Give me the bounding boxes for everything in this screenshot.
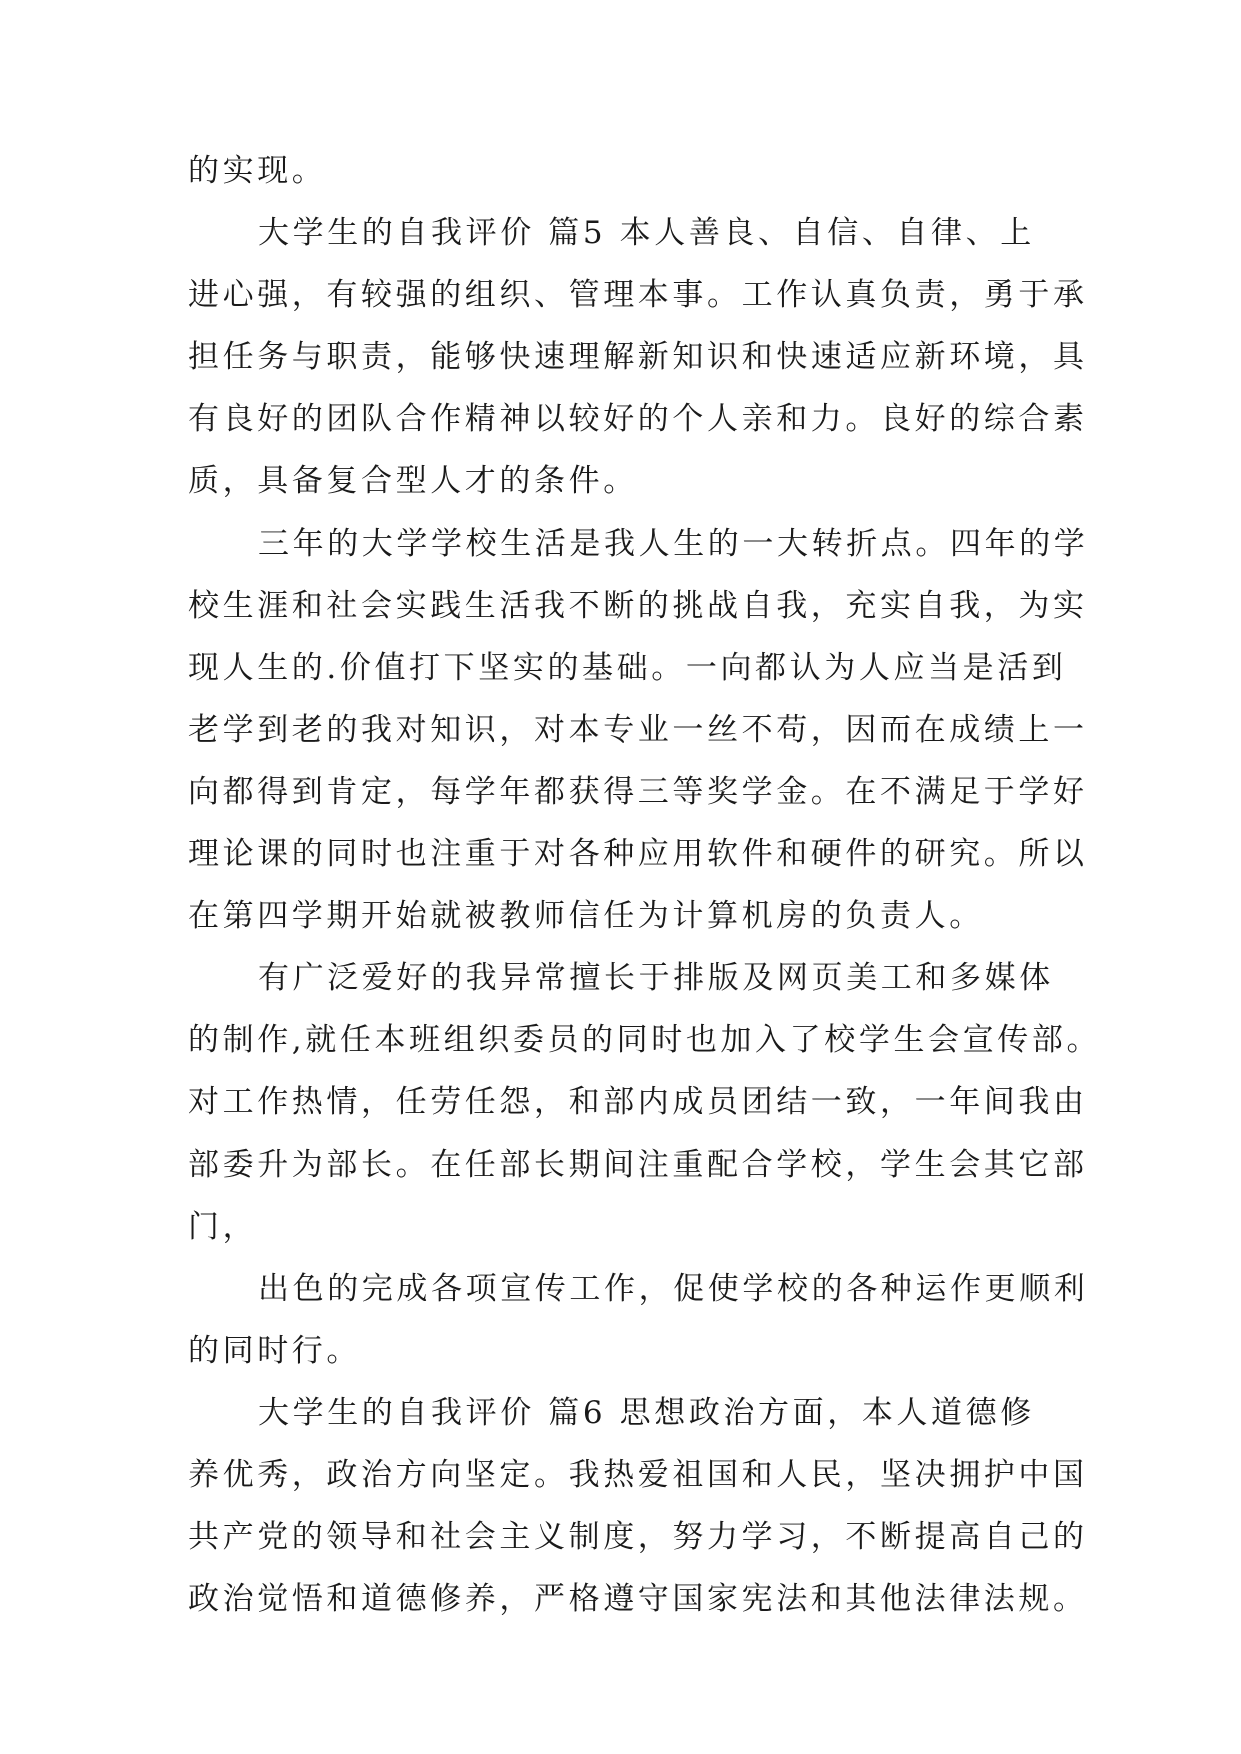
text-line: 老学到老的我对知识，对本专业一丝不苟，因而在成绩上一 (188, 711, 1088, 748)
text-line: 政治觉悟和道德修养，严格遵守国家宪法和其他法律法规。 (188, 1581, 1088, 1618)
text-line: 的实现。 (188, 153, 327, 189)
text-line: 门， (188, 1208, 258, 1245)
text-line: 向都得到肯定，每学年都获得三等奖学金。在不满足于学好 (188, 773, 1088, 810)
text-line: 三年的大学学校生活是我人生的一大转折点。四年的学 (258, 525, 1089, 562)
text-line: 理论课的同时也注重于对各种应用软件和硬件的研究。所以 (188, 836, 1088, 873)
text-line: 校生涯和社会实践生活我不断的挑战自我，充实自我，为实 (188, 587, 1088, 624)
text-line: 的同时行。 (188, 1332, 361, 1369)
text-line: 部委升为部长。在任部长期间注重配合学校，学生会其它部 (188, 1146, 1088, 1183)
text-line: 担任务与职责，能够快速理解新知识和快速适应新环境，具 (188, 339, 1088, 376)
text-line: 对工作热情，任劳任怨，和部内成员团结一致，一年间我由 (188, 1084, 1088, 1121)
text-line: 质，具备复合型人才的条件。 (188, 463, 638, 500)
text-line: 进心强，有较强的组织、管理本事。工作认真负责，勇于承 (188, 277, 1088, 314)
text-line: 养优秀，政治方向坚定。我热爱祖国和人民，坚决拥护中国 (188, 1456, 1088, 1493)
document-body (188, 140, 1102, 1630)
text-line: 在第四学期开始就被教师信任为计算机房的负责人。 (188, 898, 984, 935)
text-line: 有广泛爱好的我异常擅长于排版及网页美工和多媒体 (258, 960, 1054, 997)
text-line: 出色的完成各项宣传工作，促使学校的各种运作更顺利 (258, 1270, 1089, 1307)
text-line: 的制作,就任本班组织委员的同时也加入了校学生会宣传部。 (188, 1022, 1102, 1059)
text-line: 共产党的领导和社会主义制度，努力学习，不断提高自己的 (188, 1519, 1088, 1556)
text-line: 大学生的自我评价 篇5 本人善良、自信、自律、上 (258, 215, 1035, 252)
text-line: 大学生的自我评价 篇6 思想政治方面，本人道德修 (258, 1394, 1035, 1431)
text-line: 有良好的团队合作精神以较好的个人亲和力。良好的综合素 (188, 401, 1088, 438)
text-line: 现人生的.价值打下坚实的基础。一向都认为人应当是活到 (188, 649, 1067, 686)
